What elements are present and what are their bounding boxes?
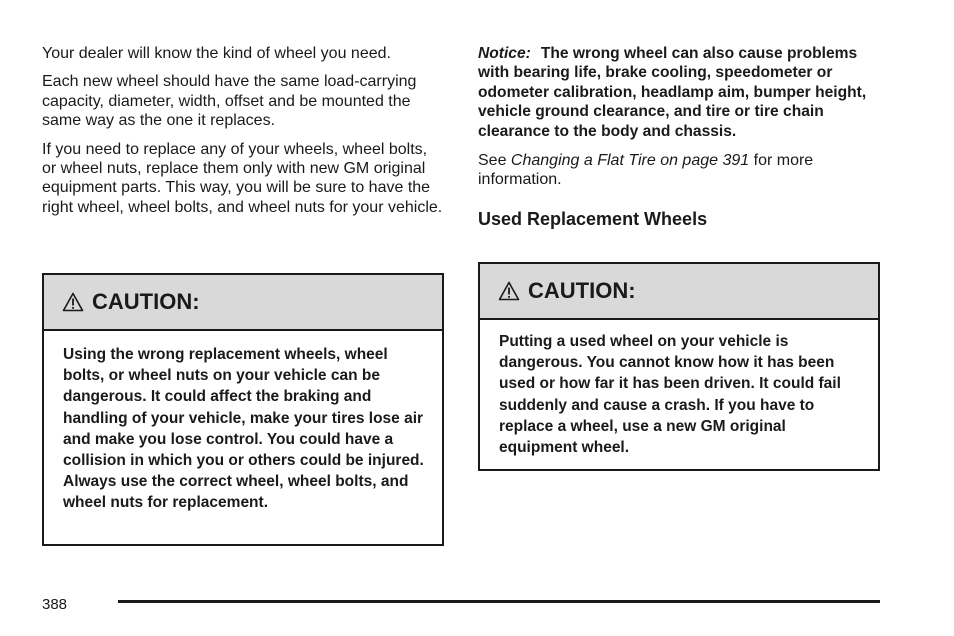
caution-title: CAUTION: (92, 289, 200, 314)
caution-body (480, 320, 878, 458)
paragraph-dealer: Your dealer will know the kind of wheel you need. (42, 45, 391, 62)
caution-header (480, 264, 878, 320)
caution-box-used-wheels (478, 262, 880, 471)
see-prefix: See (478, 152, 511, 170)
see-reference-link[interactable]: Changing a Flat Tire on page 391 (510, 152, 750, 170)
paragraph-load-capacity: Each new wheel should have the same load-carrying capacity, diameter, width, offset and be mounted the same way as the one it replaces. (42, 73, 417, 130)
page-number: 388 (42, 596, 68, 613)
notice-text: The wrong wheel can also cause problems with bearing life, brake cooling, speedometer or odometer calibration, headlamp aim, bumper height, vehicle ground clearance, and tire or tire chain clearance to the body and chassis. (478, 45, 867, 140)
notice-label: Notice: (478, 45, 531, 62)
caution-box-wrong-wheels (42, 273, 444, 546)
caution-header (44, 275, 442, 331)
right-column (478, 44, 880, 230)
caution-body (44, 331, 442, 514)
section-heading: Used Replacement Wheels (478, 208, 708, 229)
notice-paragraph (478, 44, 880, 141)
warning-triangle-icon (62, 292, 84, 312)
caution-text: Putting a used wheel on your vehicle is dangerous. You cannot know how it has been used or how far it has been driven. It could fail suddenly and cause a crash. If you have to replace a wheel, use a new GM original equipment wheel. (499, 333, 841, 457)
warning-triangle-icon (498, 281, 520, 301)
caution-title: CAUTION: (528, 278, 636, 303)
footer-rule (118, 600, 880, 603)
see-suffix: for more information. (478, 152, 814, 189)
see-reference-paragraph (478, 151, 880, 190)
left-column (42, 44, 444, 226)
paragraph-replace-parts: If you need to replace any of your wheels, wheel bolts, or wheel nuts, replace them only with new GM original equipment parts. This way, you will be sure to have the right wheel, wheel bolts, and wheel nuts for your vehicle. (42, 140, 443, 216)
caution-text: Using the wrong replacement wheels, wheel bolts, or wheel nuts on your vehicle can be dangerous. It could affect the braking and handling of your vehicle, make your tires lose air and make you lose control. You could have a collision in which you or others could be injured. Always use the correct wheel, wheel bolts, and wheel nuts for replacement. (63, 346, 424, 512)
